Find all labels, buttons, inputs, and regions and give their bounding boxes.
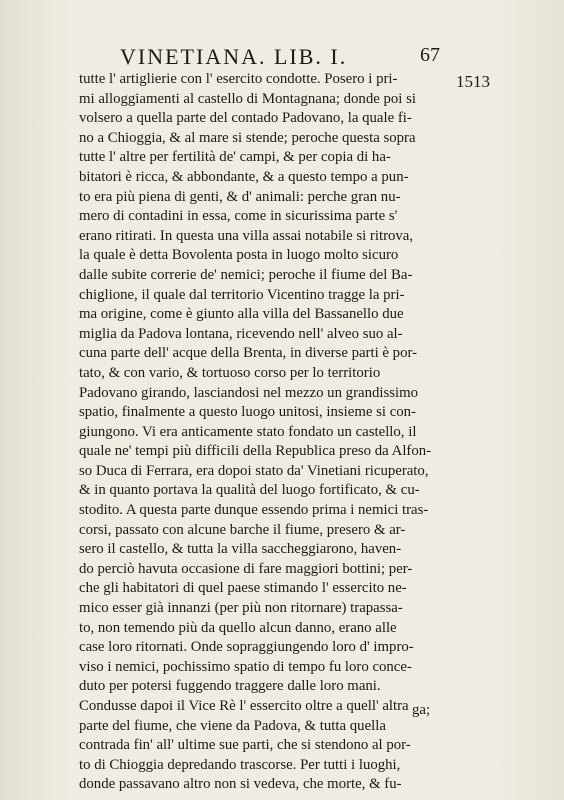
text-line: volsero a quella parte del contado Padovano, la quale fi-	[79, 110, 412, 127]
text-line: corsi, passato con alcune barche il fiume, presero & ar-	[79, 521, 406, 538]
text-line: sero il castello, & tutta la villa saccheggiarono, haven-	[79, 541, 402, 558]
text-line: do perciò havuta occasione di fare maggiori bottini; per-	[79, 560, 413, 577]
text-line: erano ritirati. In questa una villa assai notabile si ritrova,	[79, 227, 414, 244]
text-line: spatio, finalmente a questo luogo unitosi, insieme si con-	[79, 404, 416, 421]
text-line: no a Chioggia, & al mare si stende; peroche questa sopra	[79, 129, 416, 146]
text-line: to di Chioggia depredando trascorse. Per tutti i luoghi,	[79, 756, 401, 773]
catchword: ga;	[412, 702, 431, 718]
text-line: giungono. Vi era anticamente stato fondato un castello, il	[79, 423, 417, 440]
text-line: to, non temendo più da quello alcun danno, erano alle	[79, 619, 397, 636]
text-line: cuna parte dell' acque della Brenta, in diverse parti è por-	[79, 345, 418, 362]
text-line: mico esser già innanzi (per più non ritornare) trapassa-	[79, 600, 403, 617]
body-text	[79, 70, 447, 795]
text-line: donde passavano altro non si vedeva, che morte, & fu-	[79, 776, 402, 793]
text-line: to era più piena di genti, & d' animali: perche gran nu-	[79, 188, 401, 205]
text-line: ma origine, come è giunto alla villa del Bassanello due	[79, 306, 404, 323]
text-line: Padovano girando, lasciandosi nel mezzo un grandissimo	[79, 384, 419, 401]
text-line: case loro ritornati. Onde sopraggiungendo loro d' impro-	[79, 639, 414, 656]
text-line: la quale è detta Bovolenta posta in luogo molto sicuro	[79, 247, 399, 264]
text-line: & in quanto portava la qualità del luogo fortificato, & cu-	[79, 482, 420, 499]
text-line: dalle subite correrie de' nemici; peroche il fiume del Ba-	[79, 266, 413, 283]
text-line: bitatori è ricca, & abbondante, & a questo tempo a pun-	[79, 168, 409, 185]
text-line: duto per potersi fuggendo traggere dalle loro mani.	[79, 678, 381, 695]
margin-note-year: 1513	[456, 72, 490, 91]
text-line: mero di contadini in essa, come in sicurissima parte s'	[79, 208, 398, 225]
text-line: tutte l' artiglierie con l' esercito condotte. Posero i pri-	[79, 71, 398, 87]
text-line: miglia da Padova lontana, ricevendo nell' alveo suo al-	[79, 325, 403, 342]
text-line: tato, & con vario, & tortuoso corso per lo territorio	[79, 364, 381, 381]
text-line: Condusse dapoi il Vice Rè l' essercito oltre a quell' altra	[79, 698, 409, 714]
text-line: quale ne' tempi più difficili della Republica preso da Alfon-	[79, 443, 432, 460]
text-line: contrada fin' all' ultime sue parti, che si stendono al por-	[79, 737, 411, 754]
page-number: 67	[420, 44, 440, 66]
text-line: che gli habitatori di quel paese stimando l' essercito ne-	[79, 580, 407, 597]
text-line: mi alloggiamenti al castello di Montagnana; donde poi si	[79, 90, 416, 107]
running-title: VINETIANA. LIB. I.	[120, 44, 348, 69]
text-line: stodito. A questa parte dunque essendo prima i nemici tras-	[79, 502, 429, 519]
text-line: parte del fiume, che viene da Padova, & tutta quella	[79, 717, 386, 734]
text-line: viso i nemici, pochissimo spatio di tempo fu loro conce-	[79, 658, 412, 675]
text-line: so Duca di Ferrara, era dopoi stato da' Vinetiani ricuperato,	[79, 462, 429, 479]
text-line: tutte l' altre per fertilità de' campi, & per copia di ha-	[79, 149, 391, 166]
text-line: chiglione, il quale dal territorio Vicentino tragge la pri-	[79, 286, 405, 303]
